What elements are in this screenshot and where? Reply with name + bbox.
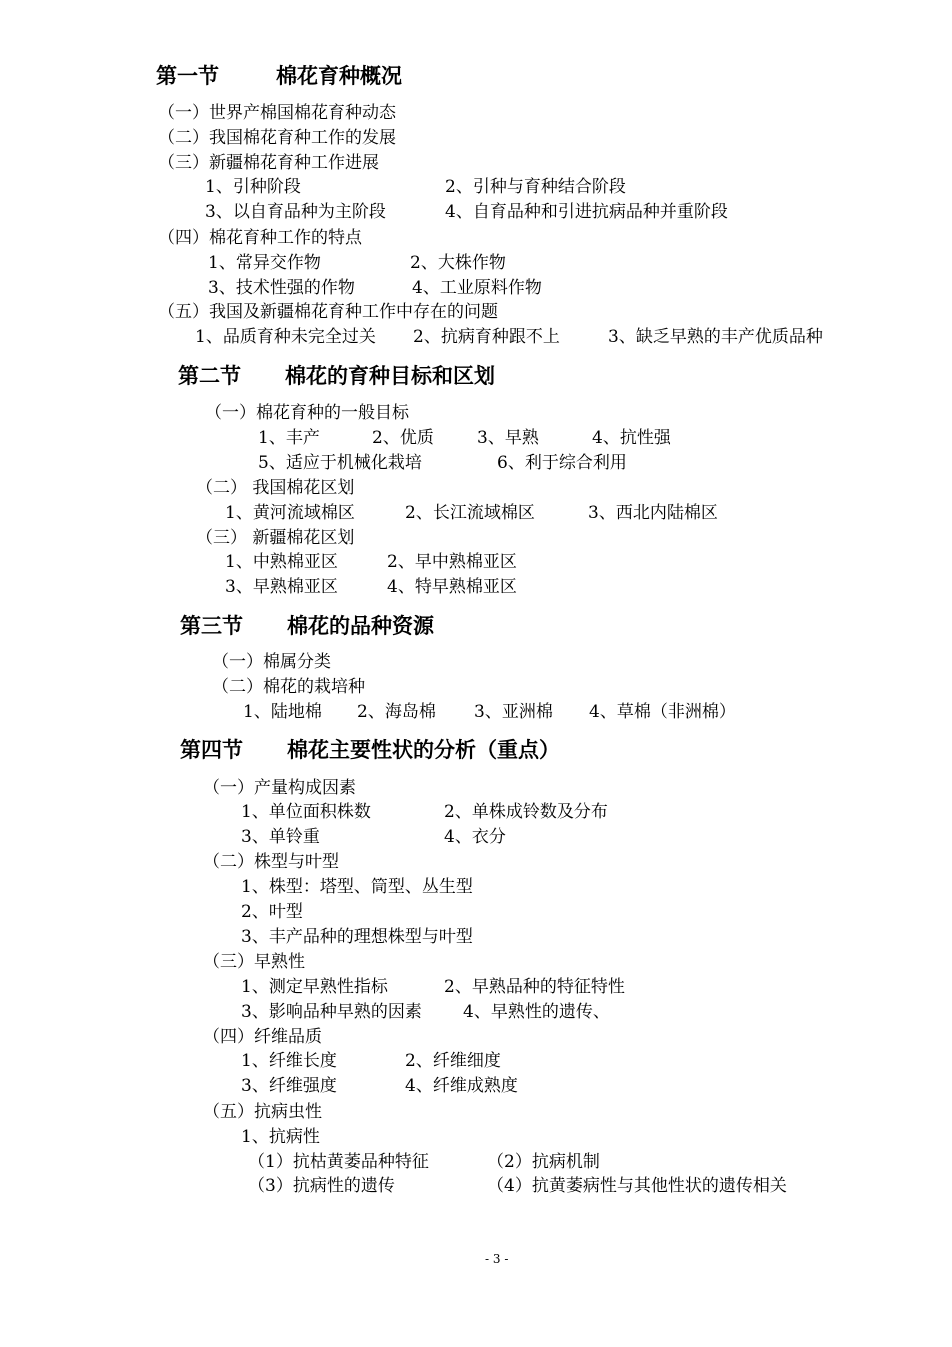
s1-item-5-2: 2、抗病育种跟不上 [413,327,560,347]
s3-item-2-2: 2、海岛棉 [357,702,436,722]
s2-item-2-1: 1、黄河流域棉区 [225,503,355,523]
s3-item-2-1: 1、陆地棉 [243,702,322,722]
s2-item-1-3: 3、早熟 [477,428,539,448]
s1-item-3: （三）新疆棉花育种工作进展 [158,153,379,173]
s4-item-2-3: 3、丰产品种的理想株型与叶型 [241,927,473,947]
s3-item-2-3: 3、亚洲棉 [474,702,553,722]
s4-item-5-1-3: （3）抗病性的遗传 [248,1176,395,1196]
s1-item-4-2: 2、大株作物 [410,253,506,273]
s1-item-3-3: 3、以自育品种为主阶段 [205,202,386,222]
section-3-number: 第三节 [180,614,243,638]
s1-item-3-2: 2、引种与育种结合阶段 [445,177,626,197]
s4-item-4-1: 1、纤维长度 [241,1051,337,1071]
s4-item-4-4: 4、纤维成熟度 [405,1076,518,1096]
s1-item-5-3: 3、缺乏早熟的丰产优质品种 [608,327,823,347]
s1-item-3-4: 4、自育品种和引进抗病品种并重阶段 [445,202,728,222]
s3-item-1: （一）棉属分类 [212,652,331,672]
s4-item-5-1-2: （2）抗病机制 [487,1152,600,1172]
s4-item-3-4: 4、早熟性的遗传、 [463,1002,610,1022]
s4-item-3-3: 3、影响品种早熟的因素 [241,1002,422,1022]
section-1-number: 第一节 [156,64,219,88]
s2-item-3-2: 2、早中熟棉亚区 [387,552,517,572]
s4-item-4-2: 2、纤维细度 [405,1051,501,1071]
s1-item-1: （一）世界产棉国棉花育种动态 [158,103,396,123]
s2-item-1-4: 4、抗性强 [592,428,671,448]
section-1-title: 棉花育种概况 [276,64,402,88]
s2-item-1-6: 6、利于综合利用 [497,453,627,473]
page-number: - 3 - [485,1252,509,1266]
s1-item-5-1: 1、品质育种未完全过关 [195,327,376,347]
s4-item-1: （一）产量构成因素 [203,778,356,798]
s3-item-2-4: 4、草棉（非洲棉） [589,702,736,722]
s1-item-4-4: 4、工业原料作物 [412,278,542,298]
s4-item-1-4: 4、衣分 [444,827,506,847]
s1-item-5: （五）我国及新疆棉花育种工作中存在的问题 [158,302,498,322]
section-2-number: 第二节 [178,364,241,388]
s2-item-1-1: 1、丰产 [258,428,320,448]
s4-item-3-2: 2、早熟品种的特征特性 [444,977,625,997]
s4-item-5-1-1: （1）抗枯黄萎品种特征 [248,1152,429,1172]
s4-item-1-1: 1、单位面积株数 [241,802,371,822]
s2-item-3: （三） 新疆棉花区划 [196,528,355,548]
s1-item-4-3: 3、技术性强的作物 [208,278,355,298]
s4-item-1-3: 3、单铃重 [241,827,320,847]
s4-item-2: （二）株型与叶型 [203,852,339,872]
s2-item-2-3: 3、西北内陆棉区 [588,503,718,523]
s4-item-4-3: 3、纤维强度 [241,1076,337,1096]
s4-item-3-1: 1、测定早熟性指标 [241,977,388,997]
section-2-title: 棉花的育种目标和区划 [285,364,495,388]
s2-item-3-3: 3、早熟棉亚区 [225,577,338,597]
s4-item-5-1: 1、抗病性 [241,1127,320,1147]
s4-item-5: （五）抗病虫性 [203,1102,322,1122]
s2-item-2-2: 2、长江流域棉区 [405,503,535,523]
section-4-title: 棉花主要性状的分析（重点） [287,738,560,762]
s4-item-2-2: 2、叶型 [241,902,303,922]
s1-item-4: （四）棉花育种工作的特点 [158,228,362,248]
s2-item-1: （一）棉花育种的一般目标 [205,403,409,423]
s3-item-2: （二）棉花的栽培种 [212,677,365,697]
s4-item-1-2: 2、单株成铃数及分布 [444,802,608,822]
s1-item-3-1: 1、引种阶段 [205,177,301,197]
s2-item-3-4: 4、特早熟棉亚区 [387,577,517,597]
s4-item-3: （三）早熟性 [203,952,305,972]
s4-item-5-1-4: （4）抗黄萎病性与其他性状的遗传相关 [487,1176,787,1196]
section-4-number: 第四节 [180,738,243,762]
s1-item-2: （二）我国棉花育种工作的发展 [158,128,396,148]
s2-item-3-1: 1、中熟棉亚区 [225,552,338,572]
s2-item-2: （二） 我国棉花区划 [196,478,355,498]
section-3-title: 棉花的品种资源 [287,614,434,638]
s2-item-1-5: 5、适应于机械化栽培 [258,453,422,473]
s4-item-2-1: 1、株型：塔型、筒型、丛生型 [241,877,473,897]
s4-item-4: （四）纤维品质 [203,1027,322,1047]
s2-item-1-2: 2、优质 [372,428,434,448]
s1-item-4-1: 1、常异交作物 [208,253,321,273]
